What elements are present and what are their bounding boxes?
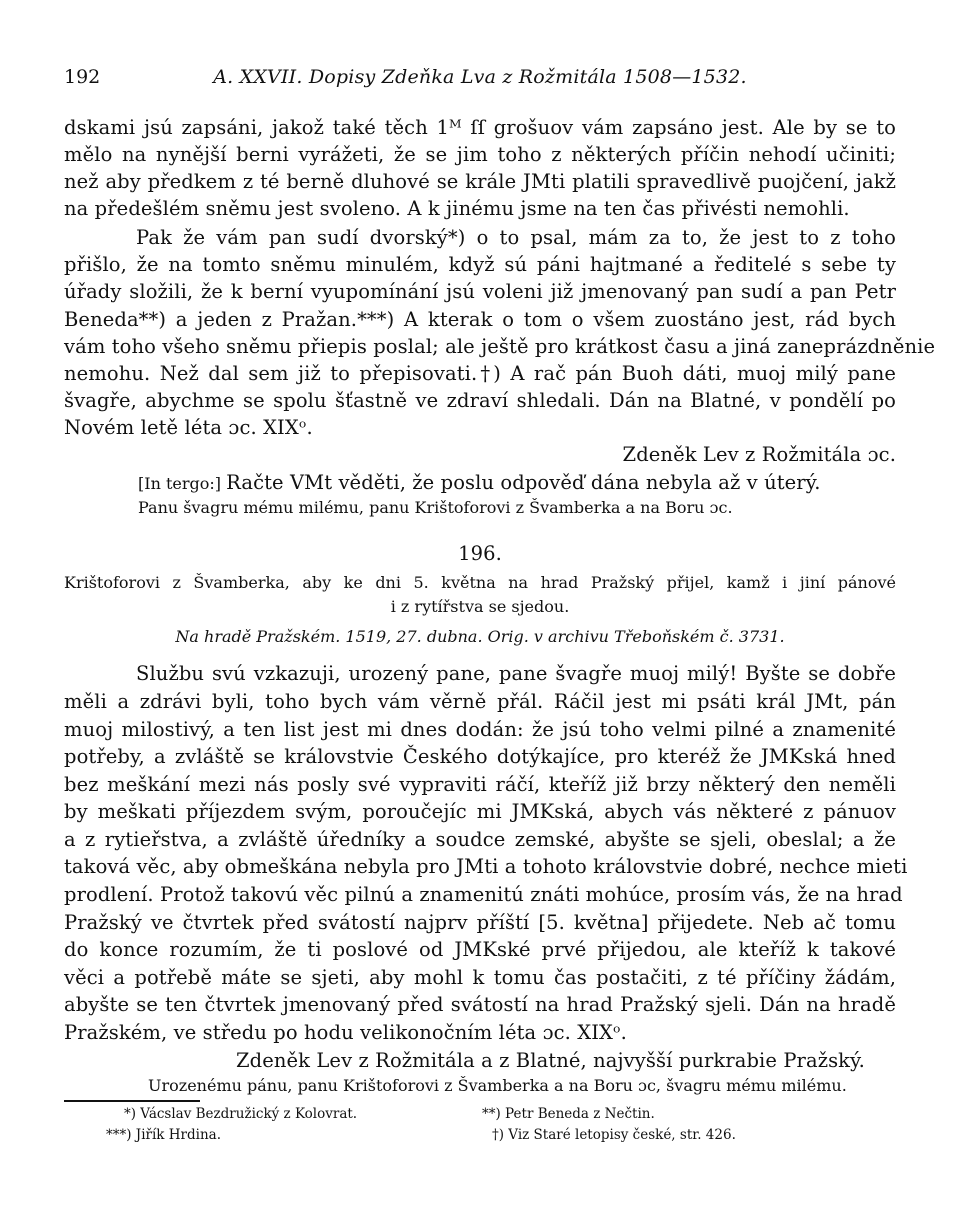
in-tergo-label: [In tergo:]: [138, 474, 222, 493]
footnote: *) Vácslav Bezdružický z Kolovrat.: [124, 1106, 358, 1122]
letter-signature: Zdeněk Lev z Rožmitála a z Blatné, najvyšší purkrabie Pražský.: [236, 1049, 865, 1072]
letter-number: 196.: [458, 542, 502, 565]
text-line: věci a potřebě máte se sjeti, aby mohl k tomu čas postačiti, z té příčiny žádám,: [64, 966, 896, 989]
text-line: úřady složili, že k berní vyupomínání jsú voleni již jmenovaný pan sudí a pan Petr: [64, 280, 896, 303]
text-line: by meškati příjezdem svým, poroučejíc mi JMKská, abych vás některé z pánuov: [64, 800, 896, 823]
text-line: Pražském, ve středu po hodu velikonočním léta ɔc. XIXᵒ.: [64, 1021, 627, 1044]
running-title: A. XXVII. Dopisy Zdeňka Lva z Rožmitála 1508—1532.: [213, 66, 747, 88]
text-line: švagře, abychme se spolu šťastně ve zdraví shledali. Dán na Blatné, v pondělí po: [64, 389, 896, 412]
text-line: abyšte se ten čtvrtek jmenovaný před svátostí na hrad Pražský sjeli. Dán na hradě: [64, 993, 896, 1016]
text-line: a z rytieřstva, a zvláště úředníky a soudce zemské, abyšte se sjeli, obeslal; a že: [64, 828, 896, 851]
in-tergo-note: [138, 471, 896, 494]
text-line: taková věc, aby obmeškána nebyla pro JMti a tohoto královstvie dobré, nechce mieti: [64, 855, 908, 878]
footnote-separator: [64, 1100, 200, 1102]
footnote: **) Petr Beneda z Nečtin.: [482, 1106, 655, 1122]
text-line: Pak že vám pan sudí dvorský*) o to psal, mám za to, že jest to z toho: [136, 226, 896, 249]
in-tergo-text: Račte VMt věděti, že poslu odpověď dána nebyla až v úterý.: [226, 471, 821, 494]
letter-address: Urozenému pánu, panu Krištoforovi z Švamberka a na Boru ɔc, švagru mému milému.: [148, 1076, 847, 1095]
footnote: ***) Jiřík Hrdina.: [106, 1127, 222, 1143]
text-line: Službu svú vzkazuji, urozený pane, pane švagře muoj milý! Byšte se dobře: [136, 662, 896, 685]
text-line: nemohu. Než dal sem již to přepisovati.†) A rač pán Buoh dáti, muoj milý pane: [64, 362, 896, 385]
letter-source: Na hradě Pražském. 1519, 27. dubna. Orig. v archivu Třeboňském č. 3731.: [175, 627, 785, 646]
text-line: potřeby, a zvláště se královstvie Českého dotýkajíce, pro kteréž že JMKská hned: [64, 745, 896, 768]
text-line: Novém letě léta ɔc. XIXᵒ.: [64, 416, 313, 439]
letter-summary-line: i z rytířstva se sjedou.: [390, 597, 570, 616]
text-line: než aby předkem z té berně dluhové se krále JMti platili spravedlivě puojčení, jakž: [64, 170, 896, 193]
text-line: vám toho všeho sněmu přiepis poslal; ale ještě pro krátkost času a jiná zaneprázdněnie: [64, 335, 936, 358]
page-header: [64, 66, 896, 96]
text-line: mělo na nynější berni vyrážeti, že se jim toho z některých příčin nehodí učiniti;: [64, 143, 896, 166]
text-line: do konce rozumím, že ti poslové od JMKské prvé přijedou, ale kteříž k takové: [64, 938, 896, 961]
text-line: dskami jsú zapsáni, jakož také těch 1ᴹ ſſ grošuov vám zapsáno jest. Ale by se to: [64, 116, 896, 139]
text-line: bez meškání mezi nás posly své vypraviti ráčí, kteříž již brzy některý den neměli: [64, 773, 896, 796]
letter-address: Panu švagru mému milému, panu Krištoforovi z Švamberka a na Boru ɔc.: [138, 498, 733, 517]
text-line: prodlení. Protož takovú věc pilnú a znamenitú znáti mohúce, prosím vás, že na hrad: [64, 883, 903, 906]
footnote: †) Viz Staré letopisy české, str. 426.: [492, 1127, 736, 1143]
text-line: muoj milostivý, a ten list jest mi dnes dodán: že jsú toho velmi pilné a znamenité: [64, 718, 896, 741]
letter-summary-line: Krištoforovi z Švamberka, aby ke dni 5. května na hrad Pražský přijel, kamž i jiní pánové: [64, 573, 896, 592]
text-line: měli a zdrávi byli, toho bych vám věrně přál. Ráčil jest mi psáti král JMt, pán: [64, 690, 896, 713]
text-line: přišlo, že na tomto sněmu minulém, když sú páni hajtmané a ředitelé s sebe ty: [64, 253, 896, 276]
page-number: 192: [64, 66, 101, 88]
text-line: na předešlém sněmu jest svoleno. A k jinému jsme na ten čas přivésti nemohli.: [64, 197, 850, 220]
letter-signature: Zdeněk Lev z Rožmitála ɔc.: [622, 443, 896, 466]
text-line: Beneda**) a jeden z Pražan.***) A kterak o tom o všem zuostáno jest, rád bych: [64, 308, 896, 331]
text-line: Pražský ve čtvrtek před svátostí najprv příští [5. května] přijedete. Neb ač tomu: [64, 911, 896, 934]
